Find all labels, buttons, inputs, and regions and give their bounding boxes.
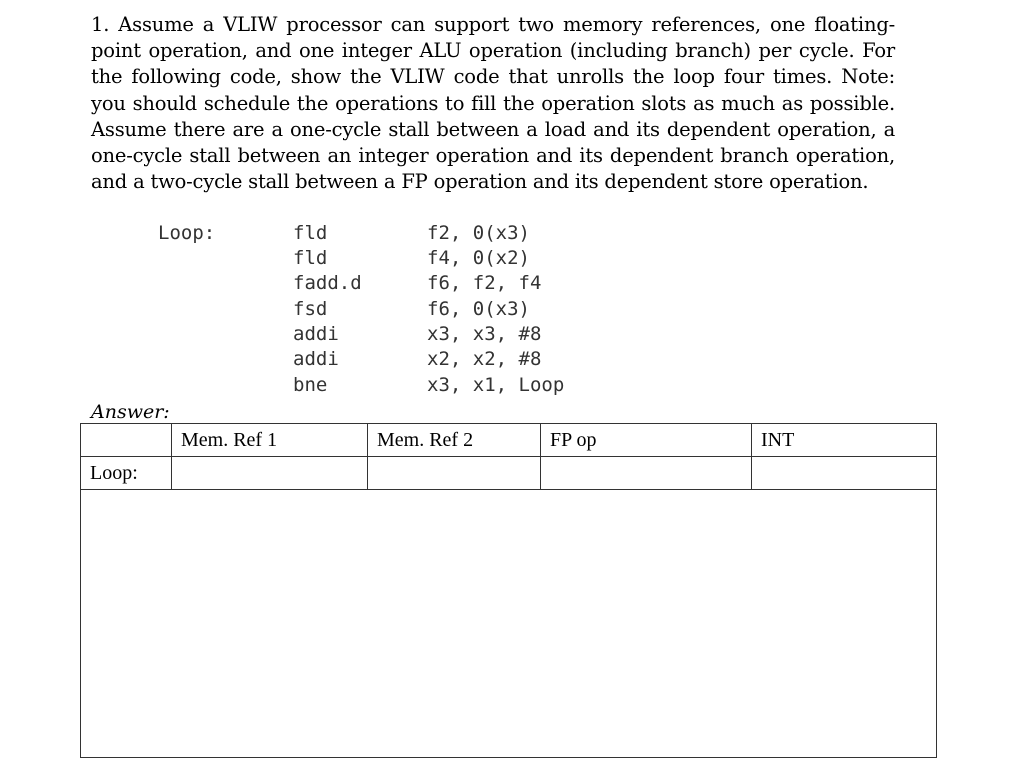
table-row (81, 457, 937, 490)
header-fp-op: FP op (541, 424, 752, 457)
loop-label: Loop: (158, 222, 216, 244)
vliw-schedule-table (80, 423, 937, 758)
code-args: x3, x1, Loop (427, 374, 565, 396)
answer-cell-mem-ref-2[interactable] (368, 457, 541, 490)
code-op: fld (293, 247, 328, 269)
answer-cell-int[interactable] (752, 457, 937, 490)
code-op: fadd.d (293, 272, 362, 294)
code-op: bne (293, 374, 328, 396)
answer-area-row (81, 490, 937, 758)
answer-cell-fp-op[interactable] (541, 457, 752, 490)
row-label-loop: Loop: (81, 457, 172, 490)
header-mem-ref-1: Mem. Ref 1 (172, 424, 368, 457)
header-cell-empty (81, 424, 172, 457)
code-args: f4, 0(x2) (427, 247, 530, 269)
code-op: addi (293, 348, 339, 370)
answer-area[interactable] (81, 490, 937, 758)
header-mem-ref-2: Mem. Ref 2 (368, 424, 541, 457)
code-args: x2, x2, #8 (427, 348, 542, 370)
code-args: f6, f2, f4 (427, 272, 542, 294)
question-text: 1. Assume a VLIW processor can support two memory references, one floating-point operation, and one integer ALU operation (including branch) per cycle. For the following code, show the VLIW code that unrolls the loop four times. Note: you should schedule the operations to fill the operation slots as much as possible. Assume there are a one-cycle stall between a load and its dependent operation, a one-cycle stall between an integer operation and its dependent branch operation, and a two-cycle stall between a FP operation and its dependent store operation. (91, 13, 895, 194)
code-op: fld (293, 222, 328, 244)
answer-cell-mem-ref-1[interactable] (172, 457, 368, 490)
code-op: addi (293, 323, 339, 345)
header-int: INT (752, 424, 937, 457)
answer-label: Answer: (91, 401, 170, 423)
code-op: fsd (293, 298, 328, 320)
table-header-row (81, 424, 937, 457)
code-args: x3, x3, #8 (427, 323, 542, 345)
code-args: f2, 0(x3) (427, 222, 530, 244)
code-args: f6, 0(x3) (427, 298, 530, 320)
